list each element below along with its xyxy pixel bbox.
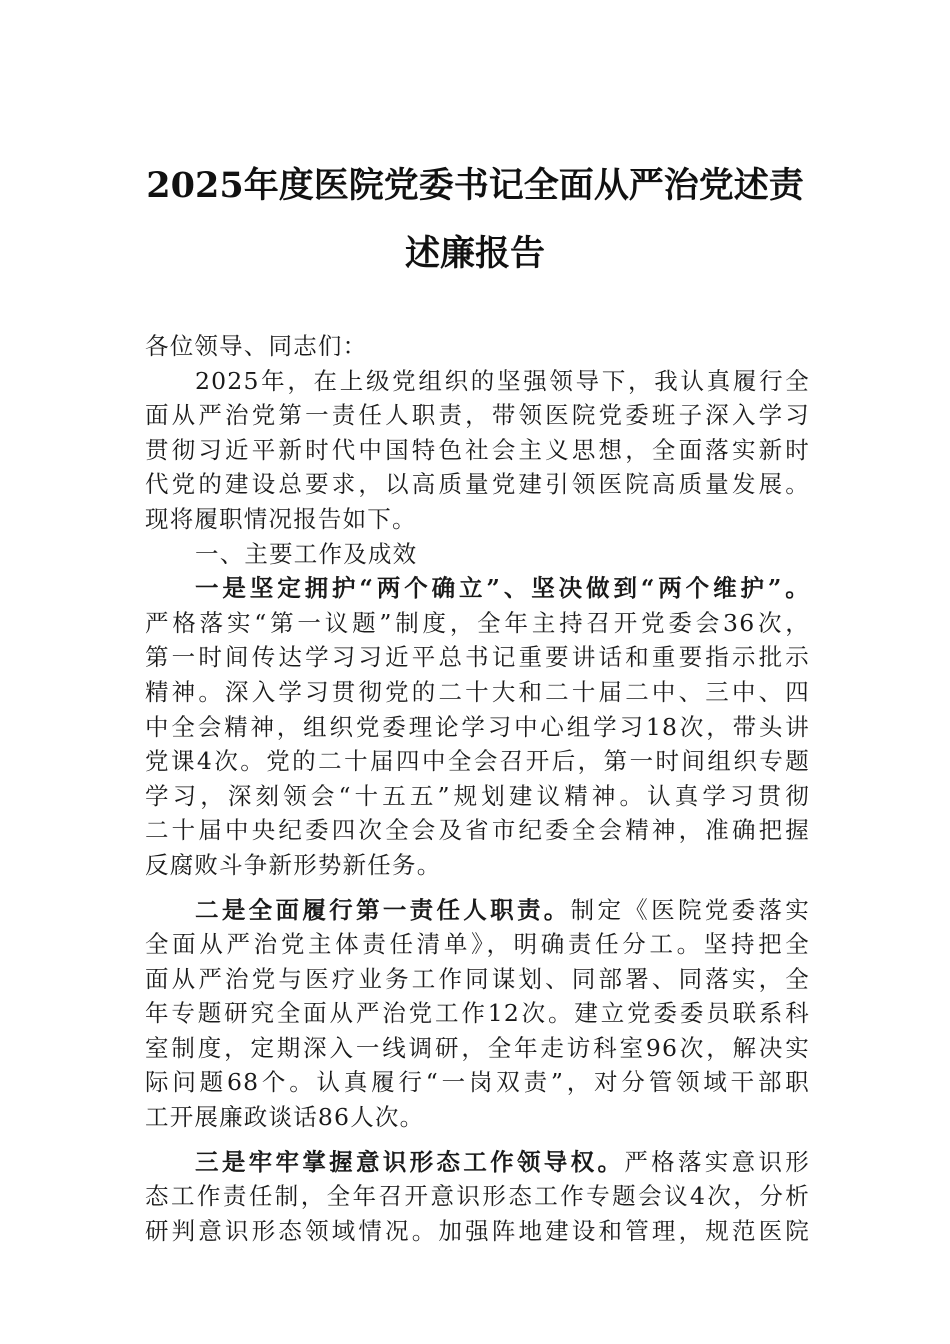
paragraph-line: 严格落实“第一议题”制度，全年主持召开党委会36次， (145, 608, 810, 637)
paragraph-line: 工开展廉政谈话86人次。 (145, 1103, 425, 1132)
point2-paragraph (145, 893, 810, 1135)
document-title-line2: 述廉报告 (404, 233, 545, 274)
paragraph-line: 二十届中央纪委四次全会及省市纪委全会精神，准确把握 (145, 816, 810, 845)
paragraph-line: 2025年，在上级党组织的坚强领导下，我认真履行全 (195, 366, 810, 395)
point3-first-line (145, 1145, 810, 1180)
point1-paragraph (145, 571, 810, 882)
paragraph-line: 现将履职情况报告如下。 (145, 504, 417, 533)
paragraph-line: 贯彻习近平新时代中国特色社会主义思想，全面落实新时 (145, 435, 810, 464)
document-body (145, 329, 810, 1248)
point3-lead-rest: 严格落实意识形 (624, 1147, 811, 1176)
point2-lead-rest: 制定《医院党委落实 (570, 895, 810, 924)
paragraph-line: 际问题68个。认真履行“一岗双责”，对分管领域干部职 (145, 1068, 810, 1097)
paragraph-line: 面从严治党与医疗业务工作同谋划、同部署、同落实，全 (145, 964, 810, 993)
paragraph-line: 反腐败斗争新形势新任务。 (145, 850, 442, 879)
point2-first-line (145, 893, 810, 928)
paragraph-line: 中全会精神，组织党委理论学习中心组学习18次，带头讲 (145, 712, 810, 741)
point2-lead: 二是全面履行第一责任人职责。 (195, 895, 571, 924)
point1-lead: 一是坚定拥护“两个确立”、坚决做到“两个维护”。 (195, 574, 810, 603)
paragraph-line: 全面从严治党主体责任清单》，明确责任分工。坚持把全 (145, 930, 810, 959)
paragraph-line: 研判意识形态领域情况。加强阵地建设和管理，规范医院 (145, 1216, 810, 1245)
paragraph-line: 精神。深入学习贯彻党的二十大和二十届二中、三中、四 (145, 677, 810, 706)
paragraph-line: 面从严治党第一责任人职责，带领医院党委班子深入学习 (145, 401, 810, 430)
point3-paragraph (145, 1145, 810, 1249)
paragraph-line: 党课4次。党的二十届四中全会召开后，第一时间组织专题 (145, 747, 810, 776)
point3-lead: 三是牢牢掌握意识形态工作领导权。 (195, 1147, 625, 1176)
paragraph-line: 第一时间传达学习习近平总书记重要讲话和重要指示批示 (145, 643, 810, 672)
document-title-line1: 2025年度医院党委书记全面从严治党述责 (146, 165, 804, 206)
paragraph-line: 学习，深刻领会“十五五”规划建议精神。认真学习贯彻 (145, 781, 810, 810)
salutation: 各位领导、同志们： (145, 332, 368, 360)
section-heading: 一、主要工作及成效 (195, 539, 418, 568)
paragraph-line: 代党的建设总要求，以高质量党建引领医院高质量发展。 (145, 470, 810, 499)
paragraph-line: 年专题研究全面从严治党工作12次。建立党委委员联系科 (145, 999, 810, 1028)
intro-paragraph (145, 364, 810, 537)
paragraph-line: 室制度，定期深入一线调研，全年走访科室96次，解决实 (145, 1033, 810, 1062)
paragraph-line: 态工作责任制，全年召开意识形态工作专题会议4次，分析 (145, 1182, 810, 1211)
